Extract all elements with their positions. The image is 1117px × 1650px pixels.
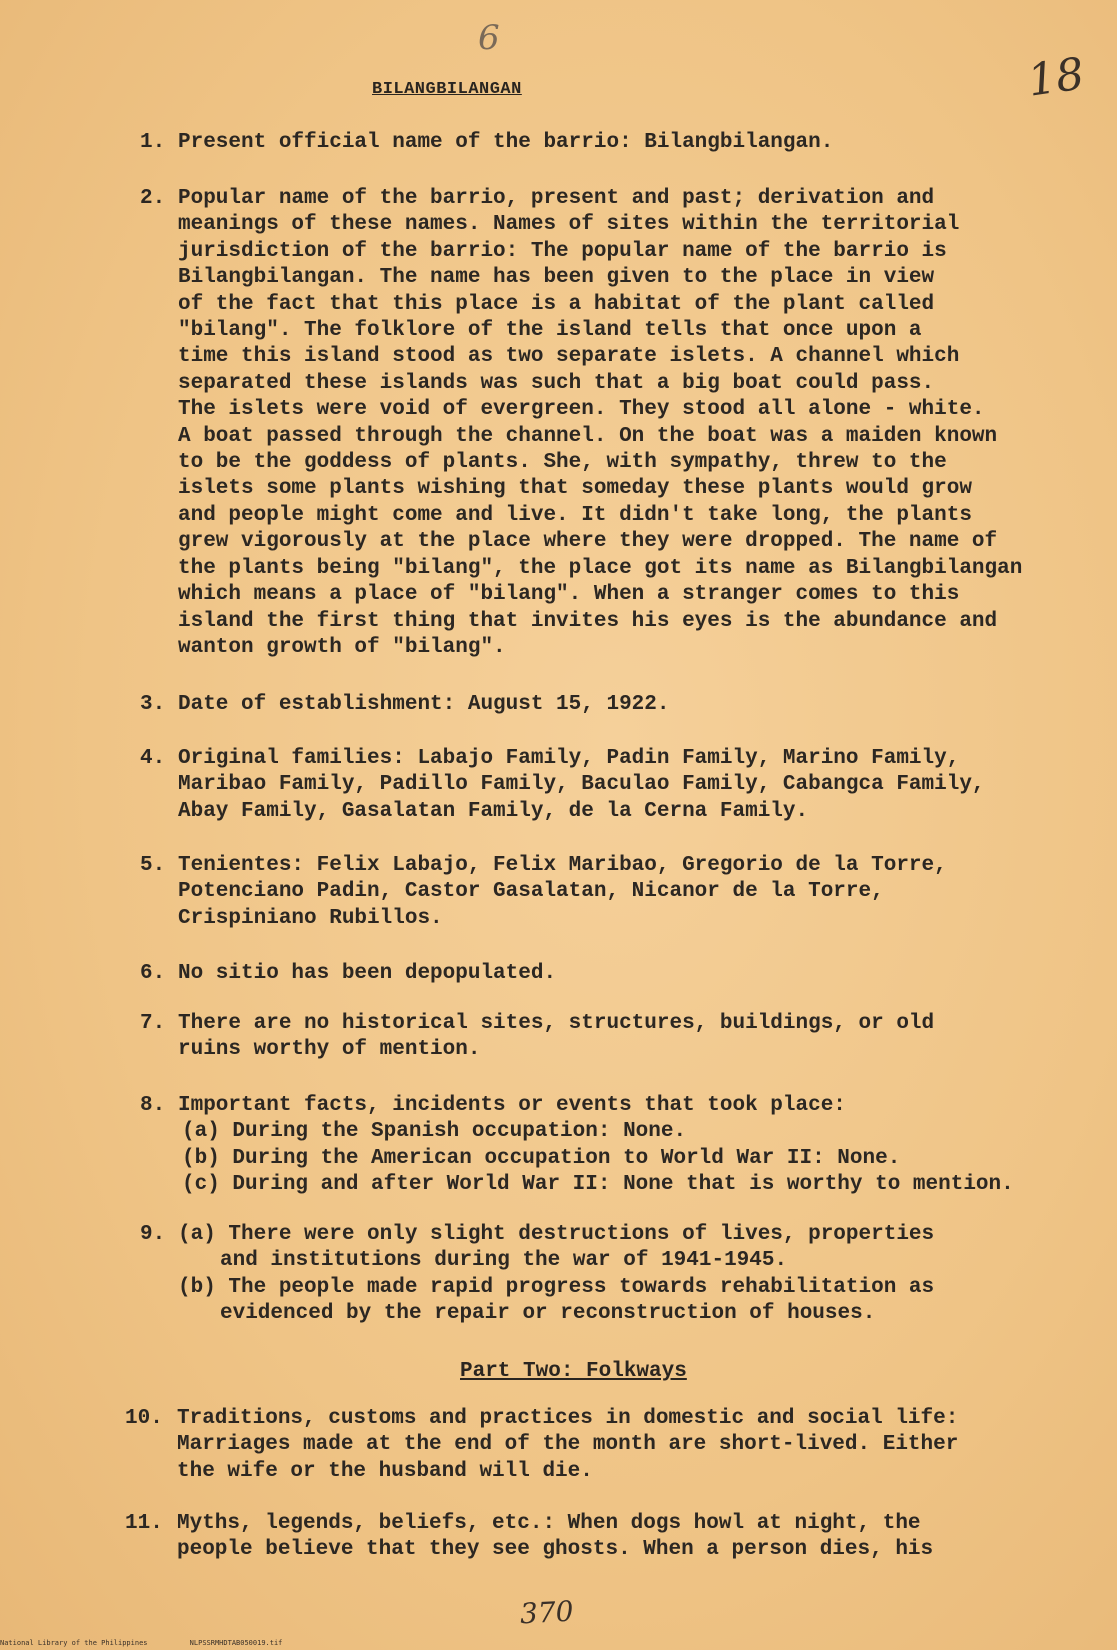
footer-filename: NLPSSRMHDTAB050019.tif bbox=[189, 1639, 283, 1647]
item-line: Popular name of the barrio, present and past; derivation and bbox=[178, 187, 935, 210]
item-line: and people might come and live. It didn't take long, the plants bbox=[178, 503, 972, 527]
sub-item-b: (b) During the American occupation to World War II: None. bbox=[182, 1146, 901, 1170]
item-line: time this island stood as two separate islets. A channel which bbox=[178, 345, 960, 369]
item-number: 10. bbox=[125, 1407, 163, 1430]
item-number: 7. bbox=[140, 1012, 166, 1035]
item-line: Marriages made at the end of the month are short-lived. Either bbox=[177, 1433, 959, 1457]
item-line: Bilangbilangan. The name has been given to the place in view bbox=[178, 266, 935, 290]
item-line: ruins worthy of mention. bbox=[178, 1038, 481, 1062]
item-number: 11. bbox=[125, 1512, 163, 1535]
sub-item-b-continued: evidenced by the repair or reconstruction of houses. bbox=[220, 1302, 876, 1326]
list-item-8 bbox=[140, 1093, 1014, 1199]
item-line: jurisdiction of the barrio: The popular name of the barrio is bbox=[178, 239, 947, 263]
list-item-1 bbox=[140, 130, 833, 156]
handwritten-page-number: 18 bbox=[1024, 48, 1088, 107]
item-number: 2. bbox=[140, 187, 166, 210]
item-number: 6. bbox=[140, 962, 166, 985]
item-line: Important facts, incidents or events that took place: bbox=[178, 1094, 846, 1117]
item-line: wanton growth of "bilang". bbox=[178, 635, 506, 659]
handwritten-number-bottom: 370 bbox=[519, 1594, 575, 1631]
item-line: There are no historical sites, structures, buildings, or old bbox=[178, 1012, 935, 1035]
section-heading: Part Two: Folkways bbox=[460, 1360, 687, 1383]
item-line: grew vigorously at the place where they were dropped. The name of bbox=[178, 530, 998, 554]
list-item-7 bbox=[140, 1011, 934, 1064]
item-number: 8. bbox=[140, 1094, 166, 1117]
item-line: the wife or the husband will die. bbox=[177, 1459, 593, 1483]
item-line: Myths, legends, beliefs, etc.: When dogs howl at night, the bbox=[177, 1512, 921, 1535]
list-item-5 bbox=[140, 853, 947, 932]
item-line: island the first thing that invites his eyes is the abundance and bbox=[178, 609, 998, 633]
sub-item-c: (c) During and after World War II: None that is worthy to mention. bbox=[182, 1173, 1014, 1197]
item-line: islets some plants wishing that someday these plants would grow bbox=[178, 477, 972, 501]
item-line: of the fact that this place is a habitat of the plant called bbox=[178, 292, 935, 316]
item-number: 1. bbox=[140, 131, 166, 154]
sub-item-a: (a) There were only slight destructions of lives, properties bbox=[178, 1223, 935, 1246]
item-number: 5. bbox=[140, 854, 166, 877]
list-item-4 bbox=[140, 746, 985, 825]
item-line: A boat passed through the channel. On the boat was a maiden known bbox=[178, 424, 998, 448]
item-line: Original families: Labajo Family, Padin Family, Marino Family, bbox=[178, 747, 960, 770]
item-line: Potenciano Padin, Castor Gasalatan, Nicanor de la Torre, bbox=[178, 880, 884, 904]
item-line: No sitio has been depopulated. bbox=[178, 962, 557, 985]
sub-item-a: (a) During the Spanish occupation: None. bbox=[182, 1120, 687, 1144]
item-line: meanings of these names. Names of sites within the territorial bbox=[178, 213, 960, 237]
item-line: Present official name of the barrio: Bilangbilangan. bbox=[178, 131, 834, 154]
scan-footer bbox=[0, 1639, 282, 1647]
item-line: Crispiniano Rubillos. bbox=[178, 906, 443, 930]
item-line: separated these islands was such that a big boat could pass. bbox=[178, 371, 935, 395]
item-line: to be the goddess of plants. She, with sympathy, threw to the bbox=[178, 451, 947, 475]
list-item-6 bbox=[140, 961, 556, 987]
item-number: 4. bbox=[140, 747, 166, 770]
list-item-3 bbox=[140, 692, 669, 718]
list-item-2 bbox=[140, 186, 1022, 661]
item-line: Tenientes: Felix Labajo, Felix Maribao, Gregorio de la Torre, bbox=[178, 854, 947, 877]
item-number: 9. bbox=[140, 1223, 166, 1246]
document-title: BILANGBILANGAN bbox=[372, 80, 522, 99]
item-line: Maribao Family, Padillo Family, Baculao Family, Cabangca Family, bbox=[178, 773, 985, 797]
list-item-10 bbox=[125, 1406, 958, 1485]
item-line: the plants being "bilang", the place got its name as Bilangbilangan bbox=[178, 556, 1023, 580]
list-item-9 bbox=[140, 1222, 934, 1328]
footer-library: National Library of the Philippines bbox=[0, 1639, 148, 1647]
item-line: "bilang". The folklore of the island tells that once upon a bbox=[178, 319, 922, 343]
item-number: 3. bbox=[140, 693, 166, 716]
sub-item-a-continued: and institutions during the war of 1941-1945. bbox=[220, 1249, 788, 1273]
list-item-11 bbox=[125, 1511, 933, 1564]
item-line: Date of establishment: August 15, 1922. bbox=[178, 693, 670, 716]
item-line: people believe that they see ghosts. When a person dies, his bbox=[177, 1538, 934, 1562]
item-line: Traditions, customs and practices in domestic and social life: bbox=[177, 1407, 959, 1430]
item-line: The islets were void of evergreen. They stood all alone - white. bbox=[178, 398, 985, 422]
handwritten-number-top: 6 bbox=[478, 18, 500, 58]
sub-item-b: (b) The people made rapid progress towards rehabilitation as bbox=[178, 1275, 935, 1299]
item-line: Abay Family, Gasalatan Family, de la Cerna Family. bbox=[178, 799, 809, 823]
item-line: which means a place of "bilang". When a stranger comes to this bbox=[178, 583, 960, 607]
